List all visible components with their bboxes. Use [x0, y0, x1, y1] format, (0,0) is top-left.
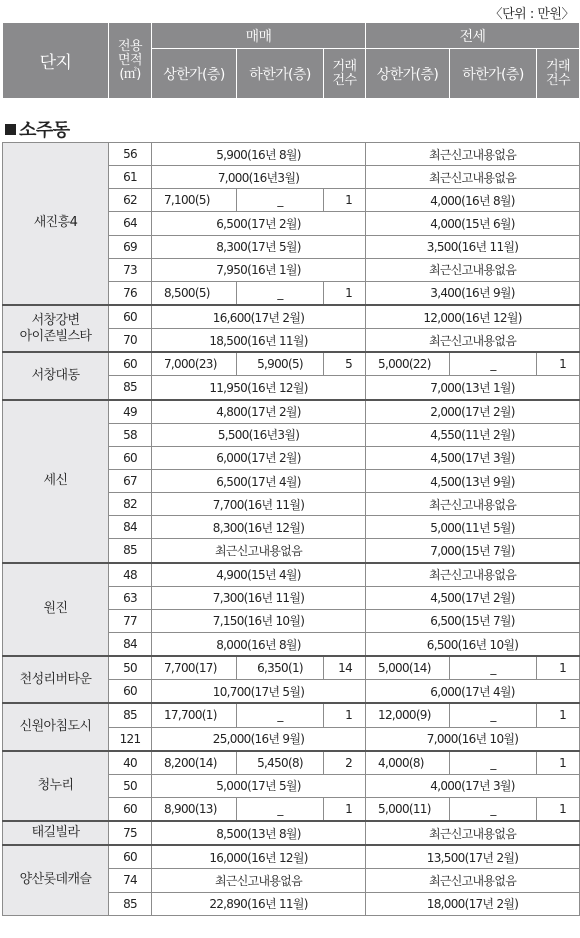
complex-name: 서창대동	[3, 352, 109, 399]
area-cell: 48	[109, 563, 152, 587]
sale-price-cell: 6,500(17년 2월)	[152, 212, 366, 235]
complex-name: 원진	[3, 563, 109, 657]
sale-price-cell: 4,900(15년 4월)	[152, 563, 366, 587]
table-row	[3, 563, 580, 587]
area-cell: 60	[109, 352, 152, 376]
jeonse-price-cell: 최근신고내용없음	[366, 329, 580, 353]
sale-price-cell: 11,950(16년 12월)	[152, 376, 366, 400]
area-cell: 60	[109, 845, 152, 869]
jeonse-lower-cell: _	[450, 656, 537, 680]
sale-upper-cell: 8,200(14)	[152, 751, 237, 775]
area-cell: 85	[109, 376, 152, 400]
header-sale-upper: 상한가(층)	[152, 49, 237, 99]
area-cell: 60	[109, 305, 152, 329]
sale-price-cell: 10,700(17년 5월)	[152, 680, 366, 704]
area-cell: 85	[109, 539, 152, 563]
sale-price-cell: 7,000(16년3월)	[152, 166, 366, 189]
sale-price-cell: 최근신고내용없음	[152, 869, 366, 892]
area-cell: 50	[109, 656, 152, 680]
header-complex: 단지	[3, 23, 109, 99]
area-cell: 56	[109, 143, 152, 166]
jeonse-price-cell: 4,550(11년 2월)	[366, 423, 580, 446]
header-area: 전용 면적 (㎡)	[109, 23, 152, 99]
jeonse-lower-cell: _	[450, 797, 537, 821]
sale-price-cell: 16,000(16년 12월)	[152, 845, 366, 869]
square-bullet-icon	[5, 124, 16, 135]
area-cell: 76	[109, 281, 152, 305]
table-row	[3, 656, 580, 680]
sale-price-cell: 5,500(16년3월)	[152, 423, 366, 446]
area-cell: 63	[109, 586, 152, 609]
sale-lower-cell: 5,900(5)	[237, 352, 324, 376]
sale-price-cell: 8,000(16년 8월)	[152, 632, 366, 656]
complex-name: 서창강변 아이존빌스타	[3, 305, 109, 352]
table-row	[3, 352, 580, 376]
table-row	[3, 821, 580, 845]
sale-price-cell: 5,000(17년 5월)	[152, 774, 366, 797]
jeonse-price-cell: 12,000(16년 12월)	[366, 305, 580, 329]
area-cell: 84	[109, 516, 152, 539]
area-cell: 40	[109, 751, 152, 775]
jeonse-price-cell: 4,500(17년 2월)	[366, 586, 580, 609]
jeonse-price-cell: 최근신고내용없음	[366, 563, 580, 587]
sale-upper-cell: 7,700(17)	[152, 656, 237, 680]
area-cell: 67	[109, 469, 152, 492]
area-cell: 61	[109, 166, 152, 189]
jeonse-lower-cell: _	[450, 352, 537, 376]
complex-name: 양산롯데캐슬	[3, 845, 109, 915]
jeonse-price-cell: 최근신고내용없음	[366, 258, 580, 281]
sale-count-cell: 14	[324, 656, 366, 680]
jeonse-price-cell: 4,500(17년 3월)	[366, 446, 580, 469]
sale-price-cell: 7,950(16년 1월)	[152, 258, 366, 281]
sale-count-cell: 1	[324, 797, 366, 821]
sale-price-cell: 7,150(16년 10월)	[152, 609, 366, 632]
jeonse-price-cell: 최근신고내용없음	[366, 143, 580, 166]
jeonse-price-cell: 4,000(15년 6월)	[366, 212, 580, 235]
sale-price-cell: 7,700(16년 11월)	[152, 493, 366, 516]
jeonse-upper-cell: 4,000(8)	[366, 751, 450, 775]
header-sale: 매매	[152, 23, 366, 49]
unit-note: 〈단위 : 만원〉	[489, 7, 574, 22]
sale-price-cell: 최근신고내용없음	[152, 539, 366, 563]
sale-lower-cell: 6,350(1)	[237, 656, 324, 680]
table-header	[2, 22, 580, 99]
jeonse-price-cell: 4,000(16년 8월)	[366, 189, 580, 212]
jeonse-price-cell: 6,500(16년 10월)	[366, 632, 580, 656]
area-cell: 85	[109, 892, 152, 915]
sale-count-cell: 1	[324, 189, 366, 212]
area-cell: 58	[109, 423, 152, 446]
header-jeonse: 전세	[366, 23, 580, 49]
area-cell: 121	[109, 727, 152, 751]
area-cell: 50	[109, 774, 152, 797]
sale-price-cell: 4,800(17년 2월)	[152, 400, 366, 424]
jeonse-price-cell: 5,000(11년 5월)	[366, 516, 580, 539]
sale-price-cell: 18,500(16년 11월)	[152, 329, 366, 353]
jeonse-price-cell: 7,000(13년 1월)	[366, 376, 580, 400]
sale-price-cell: 5,900(16년 8월)	[152, 143, 366, 166]
table-row	[3, 751, 580, 775]
complex-name: 신원아침도시	[3, 703, 109, 750]
jeonse-price-cell: 3,400(16년 9월)	[366, 281, 580, 305]
sale-price-cell: 16,600(17년 2월)	[152, 305, 366, 329]
area-cell: 60	[109, 797, 152, 821]
jeonse-price-cell: 7,000(15년 7월)	[366, 539, 580, 563]
jeonse-price-cell: 최근신고내용없음	[366, 166, 580, 189]
sale-upper-cell: 8,900(13)	[152, 797, 237, 821]
jeonse-price-cell: 최근신고내용없음	[366, 821, 580, 845]
complex-name: 세신	[3, 400, 109, 563]
jeonse-count-cell: 1	[537, 751, 580, 775]
area-cell: 75	[109, 821, 152, 845]
header-jeonse-count: 거래 건수	[537, 49, 580, 99]
sale-price-cell: 8,300(16년 12월)	[152, 516, 366, 539]
complex-name: 청누리	[3, 751, 109, 821]
jeonse-upper-cell: 5,000(11)	[366, 797, 450, 821]
jeonse-upper-cell: 5,000(22)	[366, 352, 450, 376]
sale-count-cell: 1	[324, 281, 366, 305]
jeonse-price-cell: 4,000(17년 3월)	[366, 774, 580, 797]
area-cell: 85	[109, 703, 152, 727]
jeonse-lower-cell: _	[450, 703, 537, 727]
table-row	[3, 305, 580, 329]
area-cell: 49	[109, 400, 152, 424]
sale-upper-cell: 7,000(23)	[152, 352, 237, 376]
jeonse-price-cell: 18,000(17년 2월)	[366, 892, 580, 915]
header-sale-count: 거래 건수	[324, 49, 366, 99]
sale-price-cell: 6,000(17년 2월)	[152, 446, 366, 469]
jeonse-price-cell: 13,500(17년 2월)	[366, 845, 580, 869]
sale-upper-cell: 8,500(5)	[152, 281, 237, 305]
jeonse-price-cell: 최근신고내용없음	[366, 869, 580, 892]
sale-price-cell: 8,500(13년 8월)	[152, 821, 366, 845]
table-row	[3, 400, 580, 424]
sale-lower-cell: 5,450(8)	[237, 751, 324, 775]
jeonse-count-cell: 1	[537, 797, 580, 821]
jeonse-lower-cell: _	[450, 751, 537, 775]
jeonse-count-cell: 1	[537, 352, 580, 376]
jeonse-price-cell: 7,000(16년 10월)	[366, 727, 580, 751]
sale-price-cell: 6,500(17년 4월)	[152, 469, 366, 492]
sale-price-cell: 22,890(16년 11월)	[152, 892, 366, 915]
area-cell: 84	[109, 632, 152, 656]
area-cell: 73	[109, 258, 152, 281]
area-cell: 77	[109, 609, 152, 632]
sale-lower-cell: _	[237, 797, 324, 821]
complex-name: 새진흥4	[3, 143, 109, 305]
price-table	[2, 142, 580, 916]
area-cell: 82	[109, 493, 152, 516]
header-jeonse-upper: 상한가(층)	[366, 49, 450, 99]
table-row	[3, 703, 580, 727]
sale-count-cell: 1	[324, 703, 366, 727]
sale-price-cell: 8,300(17년 5월)	[152, 235, 366, 258]
jeonse-count-cell: 1	[537, 703, 580, 727]
jeonse-price-cell: 2,000(17년 2월)	[366, 400, 580, 424]
jeonse-price-cell: 4,500(13년 9월)	[366, 469, 580, 492]
table-row	[3, 143, 580, 166]
section-title: 소주동	[5, 116, 70, 142]
area-cell: 74	[109, 869, 152, 892]
sale-price-cell: 25,000(16년 9월)	[152, 727, 366, 751]
jeonse-price-cell: 6,500(15년 7월)	[366, 609, 580, 632]
area-cell: 60	[109, 446, 152, 469]
sale-upper-cell: 7,100(5)	[152, 189, 237, 212]
complex-name: 태길빌라	[3, 821, 109, 845]
header-jeonse-lower: 하한가(층)	[450, 49, 537, 99]
sale-lower-cell: _	[237, 281, 324, 305]
header-sale-lower: 하한가(층)	[237, 49, 324, 99]
table-row	[3, 845, 580, 869]
area-cell: 69	[109, 235, 152, 258]
area-cell: 70	[109, 329, 152, 353]
sale-upper-cell: 17,700(1)	[152, 703, 237, 727]
sale-count-cell: 2	[324, 751, 366, 775]
area-cell: 64	[109, 212, 152, 235]
sale-price-cell: 7,300(16년 11월)	[152, 586, 366, 609]
jeonse-upper-cell: 5,000(14)	[366, 656, 450, 680]
sale-count-cell: 5	[324, 352, 366, 376]
complex-name: 천성리버타운	[3, 656, 109, 703]
area-cell: 62	[109, 189, 152, 212]
jeonse-count-cell: 1	[537, 656, 580, 680]
jeonse-price-cell: 최근신고내용없음	[366, 493, 580, 516]
area-cell: 60	[109, 680, 152, 704]
jeonse-upper-cell: 12,000(9)	[366, 703, 450, 727]
jeonse-price-cell: 3,500(16년 11월)	[366, 235, 580, 258]
sale-lower-cell: _	[237, 189, 324, 212]
sale-lower-cell: _	[237, 703, 324, 727]
jeonse-price-cell: 6,000(17년 4월)	[366, 680, 580, 704]
